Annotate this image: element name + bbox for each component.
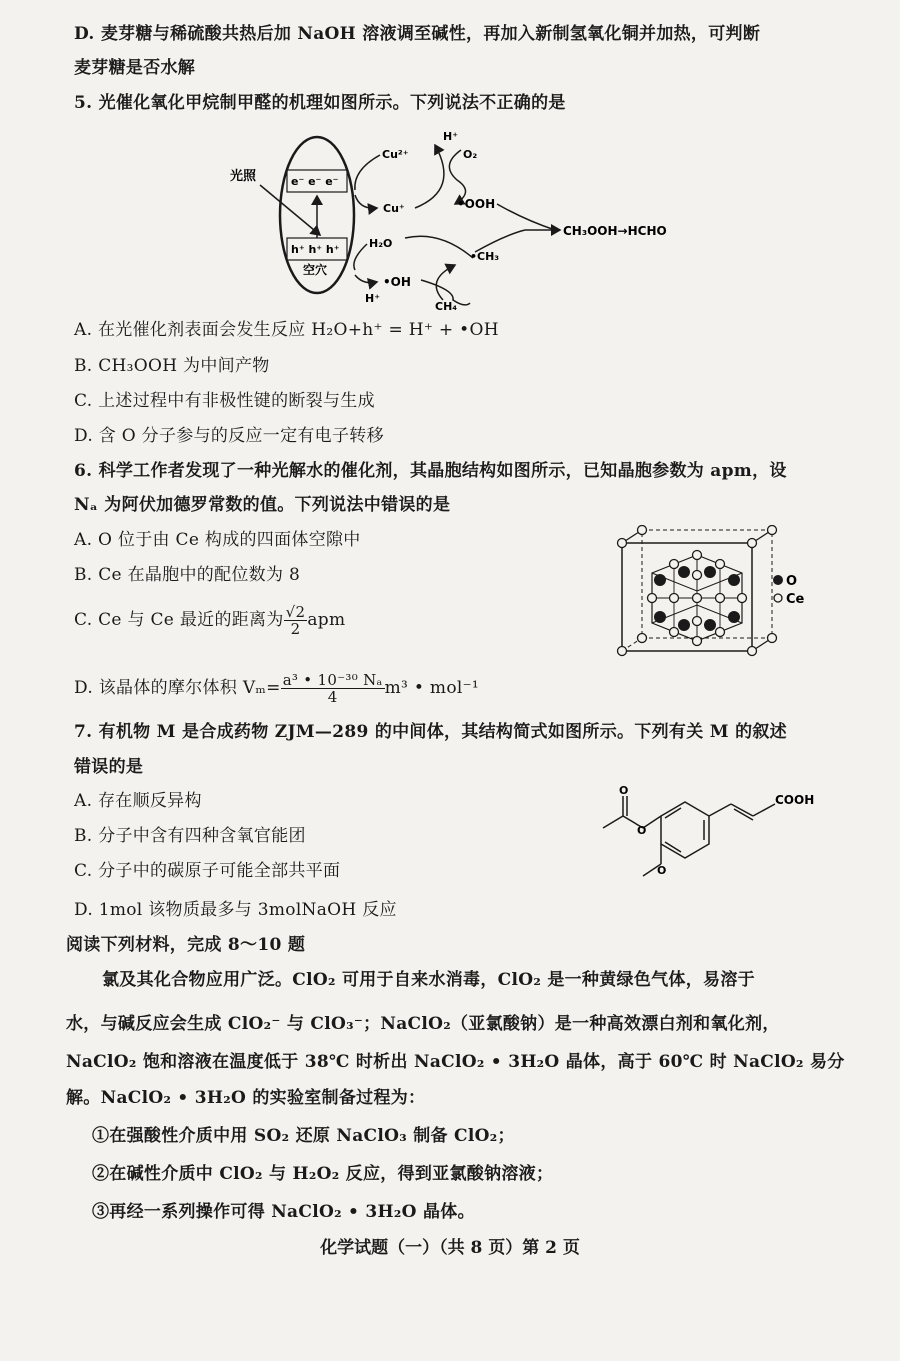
page-footer: 化学试题（一）（共 8 页）第 2 页 [320, 1238, 580, 1258]
q5-ch3: •CH₃ [470, 250, 500, 263]
reading-step-2: ②在碱性介质中 ClO₂ 与 H₂O₂ 反应，得到亚氯酸钠溶液； [92, 1164, 554, 1184]
q6-stem-line1: 6. 科学工作者发现了一种光解水的催化剂，其晶胞结构如图所示，已知晶胞参数为 apm，设 [74, 461, 787, 481]
q7-option-b: B. 分子中含有四种含氧官能团 [74, 826, 306, 846]
svg-text:O: O [619, 784, 629, 797]
reading-step-3: ③再经一系列操作可得 NaClO₂ • 3H₂O 晶体。 [92, 1202, 475, 1222]
q6-option-d-unit: m³ • mol⁻¹ [384, 678, 479, 698]
q5-oh: •OH [383, 275, 411, 289]
q6-legend-o: O [786, 574, 798, 589]
q6-option-d-fraction [281, 672, 385, 705]
reading-intro: 阅读下列材料，完成 8～10 题 [66, 935, 306, 955]
q5-option-a: A. 在光催化剂表面会发生反应 H₂O+h⁺ = H⁺ + •OH [74, 320, 499, 340]
reading-para-line1: 氯及其化合物应用广泛。ClO₂ 可用于自来水消毒，ClO₂ 是一种黄绿色气体，易溶于 [102, 970, 755, 990]
q6-option-c-fraction [284, 604, 308, 637]
q5-hole-label: 空穴 [303, 263, 328, 277]
q5-ooh: •OOH [457, 197, 496, 211]
q7-stem-line2: 错误的是 [74, 757, 144, 777]
q6-option-c [74, 604, 345, 637]
q7-cooh-label: COOH [775, 793, 815, 807]
q6-d-denominator: 4 [327, 688, 338, 706]
q6-c-numerator: √2 [285, 603, 306, 621]
q5-option-d: D. 含 O 分子参与的反应一定有电子转移 [74, 426, 384, 446]
q6-option-a: A. O 位于由 Ce 构成的四面体空隙中 [74, 530, 361, 550]
q6-d-numerator: a³ • 10⁻³⁰ Nₐ [282, 671, 383, 689]
svg-text:O: O [637, 824, 647, 837]
q7-structure-figure [595, 782, 825, 892]
q5-light-label: 光照 [230, 169, 257, 184]
q6-legend-ce: Ce [786, 592, 805, 607]
q5-stem: 5. 光催化氧化甲烷制甲醛的机理如图所示。下列说法不正确的是 [74, 93, 566, 113]
q6-stem-line2: Nₐ 为阿伏加德罗常数的值。下列说法中错误的是 [74, 495, 451, 515]
q5-h2o: H₂O [369, 237, 393, 250]
q6-option-d [74, 672, 479, 705]
q5-option-b: B. CH₃OOH 为中间产物 [74, 356, 270, 376]
q5-o2: O₂ [463, 148, 478, 161]
q6-option-c-unit: apm [307, 610, 346, 630]
q6-c-denominator: 2 [290, 620, 301, 638]
q4-option-d-line1: D. 麦芽糖与稀硫酸共热后加 NaOH 溶液调至碱性，再加入新制氢氧化铜并加热，可判断 [74, 24, 761, 44]
q7-stem-line1: 7. 有机物 M 是合成药物 ZJM—289 的中间体，其结构简式如图所示。下列有关 M 的叙述 [74, 722, 787, 742]
q6-crystal-cell-figure [612, 525, 822, 660]
q5-mechanism-figure [225, 120, 685, 315]
q6-option-b: B. Ce 在晶胞中的配位数为 8 [74, 565, 301, 585]
q7-option-a: A. 存在顺反异构 [74, 791, 202, 811]
reading-para-line4: 解。NaClO₂ • 3H₂O 的实验室制备过程为： [66, 1088, 426, 1108]
reading-para-line3: NaClO₂ 饱和溶液在温度低于 38℃ 时析出 NaClO₂ • 3H₂O 晶体，高于 60℃ 时 NaClO₂ 易分 [66, 1052, 845, 1072]
q4-option-d-line2: 麦芽糖是否水解 [74, 58, 196, 78]
q5-cu1: Cu⁺ [383, 202, 405, 215]
reading-para-line2: 水，与碱反应会生成 ClO₂⁻ 与 ClO₃⁻；NaClO₂（亚氯酸钠）是一种高效漂白剂和氧化剂， [66, 1014, 780, 1034]
svg-text:O: O [657, 864, 667, 877]
q5-holes: h⁺ h⁺ h⁺ [291, 243, 340, 256]
q6-option-d-text: D. 该晶体的摩尔体积 Vₘ= [74, 678, 281, 698]
q5-hplus-bottom: H⁺ [365, 292, 381, 305]
q5-product: CH₃OOH→HCHO [563, 224, 667, 238]
reading-step-1: ①在强酸性介质中用 SO₂ 还原 NaClO₃ 制备 ClO₂； [92, 1126, 515, 1146]
q5-electrons: e⁻ e⁻ e⁻ [291, 175, 339, 188]
q6-option-c-text: C. Ce 与 Ce 最近的距离为 [74, 610, 284, 630]
q5-hplus-top: H⁺ [443, 130, 459, 143]
q7-option-d: D. 1mol 该物质最多与 3molNaOH 反应 [74, 900, 397, 920]
q5-option-c: C. 上述过程中有非极性键的断裂与生成 [74, 391, 375, 411]
q5-cu2: Cu²⁺ [382, 148, 409, 161]
q7-option-c: C. 分子中的碳原子可能全部共平面 [74, 861, 341, 881]
q5-ch4: CH₄ [435, 300, 458, 313]
